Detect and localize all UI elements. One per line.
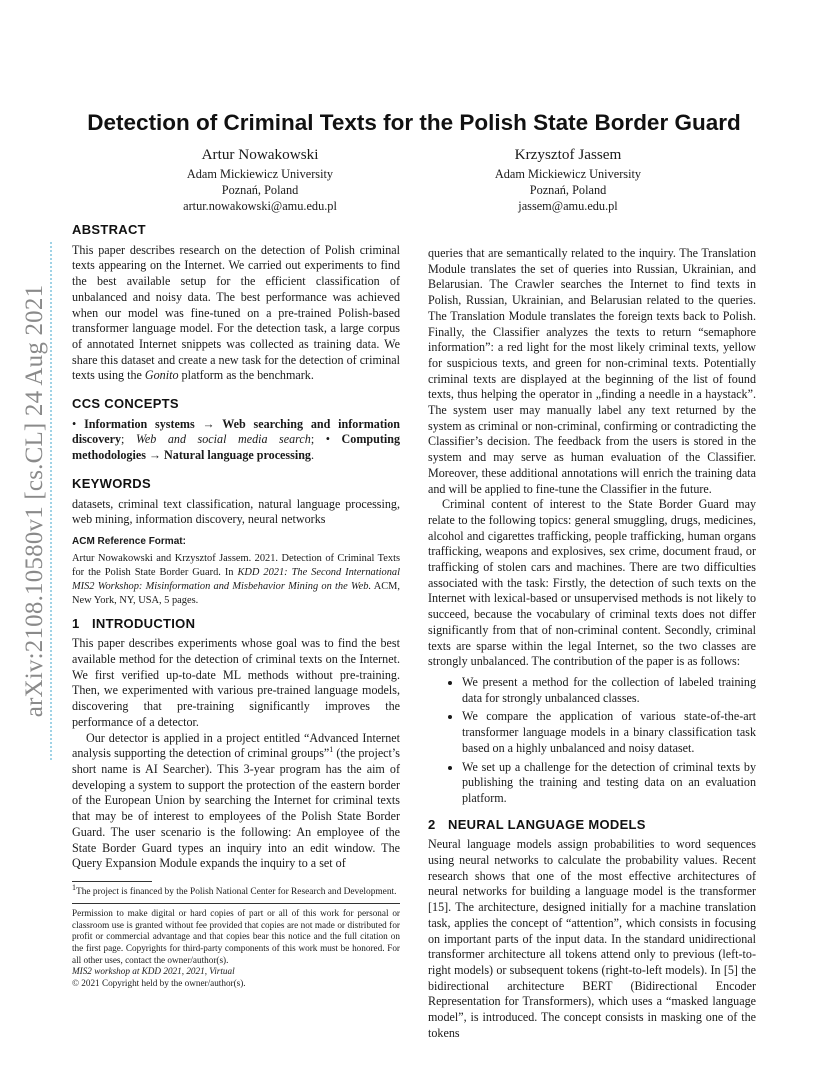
paper-title: Detection of Criminal Texts for the Polish State Border Guard [87,110,741,135]
permission-block [72,908,400,990]
contribution-list [428,675,756,807]
introduction-heading: 1 INTRODUCTION [72,615,196,631]
section-2 [428,817,756,1042]
author-block-1 [100,145,420,214]
author-email: artur.nowakowski@amu.edu.pl [183,199,337,213]
ccs-section [72,396,400,464]
list-item: • We compare the application of various state-of-the-art transformer language models in a binary classification task based on a highly unbalanced and noisy dataset. [462,709,756,756]
author-location: Poznań, Poland [529,183,607,197]
keywords-text: datasets, criminal text classification, natural language processing, web mining, information discovery, neural networks [72,496,400,527]
abstract-section [72,222,400,384]
footnote-divider [72,881,152,882]
ccs-text: • Information systems → Web searching and information discovery; Web and social media search; • Computing methodologies → Natural language processing. [72,416,401,463]
footnote: $^1$The project is financed by the Polish National Center for Research and Development. [72,882,397,897]
author-name: Krzysztof Jassem [514,146,622,163]
author-location: Poznań, Poland [221,183,299,197]
list-item: • We set up a challenge for the detection of criminal texts by publishing the training and testing data on an evaluation platform. [462,760,756,807]
ccs-heading: CCS CONCEPTS [72,396,179,412]
copyright-text: © 2021 Copyright held by the owner/author(s). [72,978,246,989]
permission-divider [72,903,400,904]
permission-text: Permission to make digital or hard copies of part or all of this work for personal or classroom use is granted without fee provided that copies are not made or distributed for profit or commercial advantage and that copies bear this notice and the full citation on the first page. Copyrights for third-party components of this work must be honored. For all other uses, contact the owner/author(s). [72,907,400,965]
body-paragraph: queries that are semantically related to the inquiry. The Translation Module translates the set of queries into Russian, Ukrainian, and Belarusian. The Crawler searches the Internet to find texts in Polish, Russian, Ukrainian, and Belarusian related to the queries. The Translation Module translates the foreign texts back to Polish. Finally, the Classifier analyzes the texts to return “semaphore information”: a red light for the most likely criminal texts, yellow for suspicious texts, and green for non-criminal texts. Potentially criminal texts are displayed at the beginning of the list of found texts, thus helping the operator in „finding a needle in a haystack”. The system user may manually label any text returned by the system as criminal or non-criminal, confirming or contradicting the Classifier’s decision. The feedback from the users is stored in the system and may serve as human evaluation of the Classifier. Moreover, these additional annotations will enrich the training data and will be applied to fine-tune the Classifier in the future. [428,246,756,496]
keywords-heading: KEYWORDS [72,475,151,491]
section-2-heading: 2 NEURAL LANGUAGE MODELS [428,816,646,832]
author-block-2 [408,145,728,214]
author-name: Artur Nowakowski [201,146,319,163]
acm-reference-text: Artur Nowakowski and Krzysztof Jassem. 2021. Detection of Criminal Texts for the Polish State Border Guard. In KDD 2021: The Second International MIS2 Workshop: Misinformation and Misbehavior Mining on the Web. ACM, New York, NY, USA, 5 pages. [72,552,401,606]
keywords-section [72,476,400,608]
footnote-mark: 1 [329,745,334,755]
list-item: • We present a method for the collection of labeled training data for strongly unbalanced classes. [462,675,756,706]
abstract-text: This paper describes research on the detection of Polish criminal texts appearing on the Internet. We carried out experiments to find the best available setup for the efficient classification of unbalanced and noisy data. The best performance was achieved when our model was fine-tuned on a pre-trained Polish-based transformer language model. For the detection task, a large corpus of annotated Internet snippets was collected as training data. We share this dataset and create a new task for the detection of criminal texts using the Gonito platform as the benchmark. [72,242,400,383]
arxiv-identifier: arXiv:2108.10580v1 [cs.CL] 24 Aug 2021 [21,284,48,718]
author-email: jassem@amu.edu.pl [518,199,618,213]
body-paragraph: Criminal content of interest to the State Border Guard may relate to the following topics: general smuggling, drugs, medicines, alcohol and cigarettes trafficking, people trafficking, human organs trafficking, weapons and explosives, sex crime, document fraud, or trafficking of stolen cars and machines. There are two difficulties associated with the task: Firstly, the detection of such texts on the Internet with lexical-based or unsupervised methods is not likely to succeed, because the vocabulary of criminal texts does not differ significantly from that of non-criminal content. Secondly, criminal texts are sparse within the legal Internet, so the two classes are strongly unbalanced. The contribution of the paper is as follows: [428,497,756,669]
venue-text: MIS2 workshop at KDD 2021, 2021, Virtual [72,966,235,977]
body-paragraph: Neural language models assign probabilities to word sequences using neural networks to calculate the probability values. Recent research shows that one of the most effective architectures of neural networks for building a language model is the transformer [15]. The architecture, designed initially for a machine translation task, applies the concept of “attention”, which consists in focusing on important parts of the input data. In the standard unidirectional transformer architecture all tokens attend only to previous (left-to-right models) or subsequent tokens (right-to-left models). In [5] the bidirectional architecture BERT (Bidirectional Encoder Representation for Transformers), which uses a “masked language model”, is introduced. The concept consists in masking one of the tokens [428,837,756,1040]
right-column [428,246,756,1053]
left-column [72,222,400,990]
abstract-heading: ABSTRACT [72,222,146,237]
introduction-section [72,616,400,872]
author-affiliation: Adam Mickiewicz University [494,167,642,181]
acm-reference-heading: ACM Reference Format: [72,535,186,547]
introduction-paragraph: Our detector is applied in a project entitled “Advanced Internet analysis supporting the detection of criminal groups”$^1$ (the project’s short name is AI Searcher). This 3-year program has the aim of developing a system to support the protection of the eastern border of the European Union by searching the Internet for criminal texts that may be of interest to employees of the Polish State Border Guard. The user scenario is the following: An employee of the State Border Guard types an inquiry into an edit window. The Query Expansion Module expands the inquiry to a set of [72,730,400,871]
arxiv-stamp [20,242,52,760]
introduction-paragraph: This paper describes experiments whose goal was to find the best available method for the detection of criminal texts on the Internet. We first verified up-to-date ML methods without pre-training. Then, we experimented with various pre-trained language models, discovering that pre-training significantly improves the performance of a detector. [72,636,400,729]
author-affiliation: Adam Mickiewicz University [186,167,334,181]
